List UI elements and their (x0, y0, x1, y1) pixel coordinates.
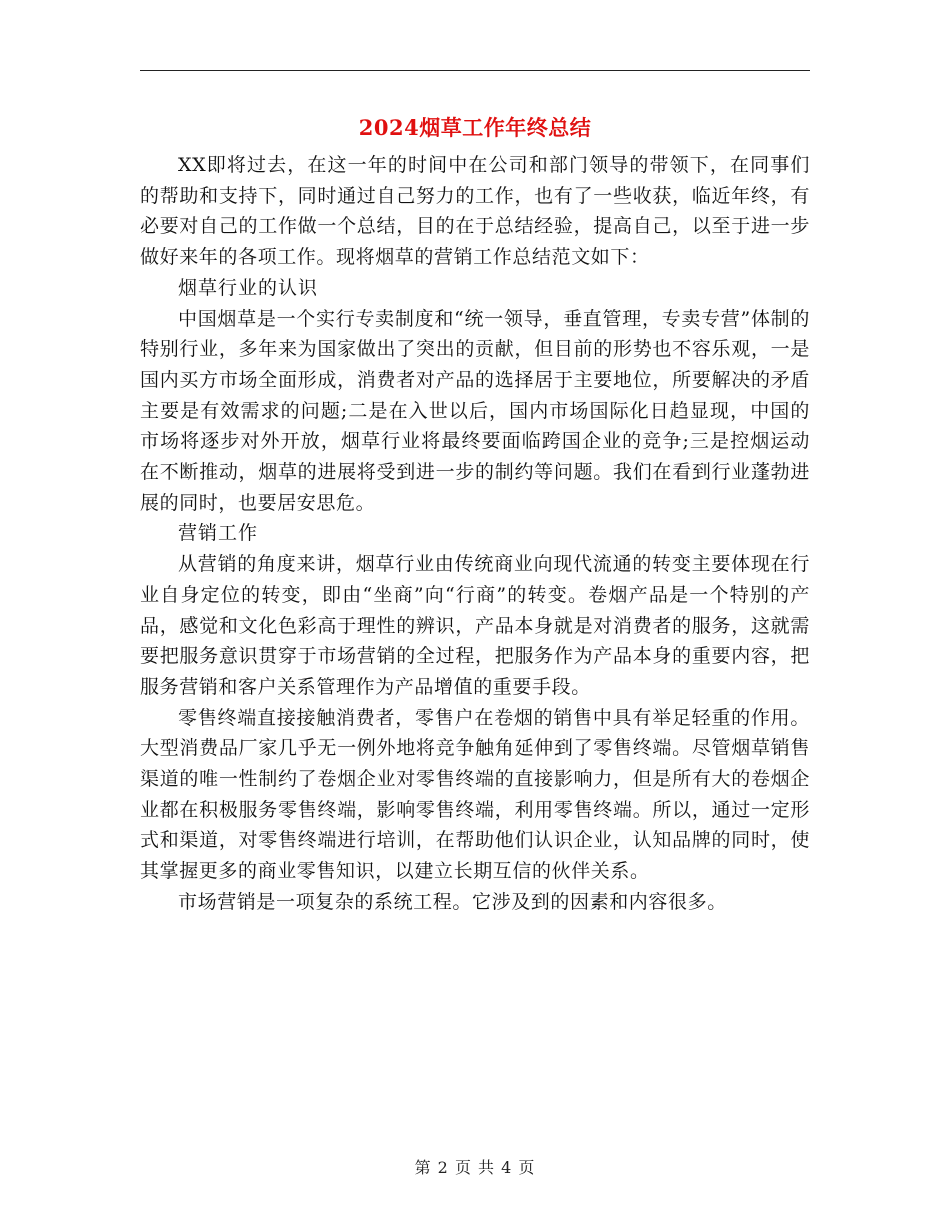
marketing-paragraph-2: 零售终端直接接触消费者，零售户在卷烟的销售中具有举足轻重的作用。大型消费品厂家几乎无一例外地将竞争触角延伸到了零售终端。尽管烟草销售渠道的唯一性制约了卷烟企业对零售终端的直接影响力，但是所有大的卷烟企业都在积极服务零售终端，影响零售终端，利用零售终端。所以，通过一定形式和渠道，对零售终端进行培训，在帮助他们认识企业，认知品牌的同时，使其掌握更多的商业零售知识，以建立长期互信的伙伴关系。 (140, 706, 810, 883)
document-title: 2024烟草工作年终总结 (358, 115, 592, 140)
page-number-footer: 第 2 页 共 4 页 (414, 1158, 536, 1177)
industry-paragraph: 中国烟草是一个实行专卖制度和“统一领导，垂直管理，专卖专营”体制的特别行业，多年来为国家做出了突出的贡献，但目前的形势也不容乐观，一是国内买方市场全面形成，消费者对产品的选择居于主要地位，所要解决的矛盾主要是有效需求的问题;二是在入世以后，国内市场国际化日趋显现，中国的市场将逐步对外开放，烟草行业将最终要面临跨国企业的竞争;三是控烟运动在不断推动，烟草的进展将受到进一步的制约等问题。我们在看到行业蓬勃进展的同时，也要居安思危。 (140, 307, 810, 514)
document-body (140, 150, 810, 918)
marketing-paragraph-1: 从营销的角度来讲，烟草行业由传统商业向现代流通的转变主要体现在行业自身定位的转变，即由“坐商”向“行商”的转变。卷烟产品是一个特别的产品，感觉和文化色彩高于理性的辨识，产品本身就是对消费者的服务，这就需要把服务意识贯穿于市场营销的全过程，把服务作为产品本身的重要内容，把服务营销和客户关系管理作为产品增值的重要手段。 (140, 553, 810, 698)
intro-paragraph: XX即将过去，在这一年的时间中在公司和部门领导的带领下，在同事们的帮助和支持下，同时通过自己努力的工作，也有了一些收获，临近年终，有必要对自己的工作做一个总结，目的在于总结经验，提高自己，以至于进一步做好来年的各项工作。现将烟草的营销工作总结范文如下： (140, 154, 810, 269)
section-heading-marketing: 营销工作 (178, 522, 259, 545)
section-heading-industry: 烟草行业的认识 (178, 276, 319, 299)
marketing-paragraph-3: 市场营销是一项复杂的系统工程。它涉及到的因素和内容很多。 (178, 890, 727, 913)
header-rule (140, 70, 810, 71)
